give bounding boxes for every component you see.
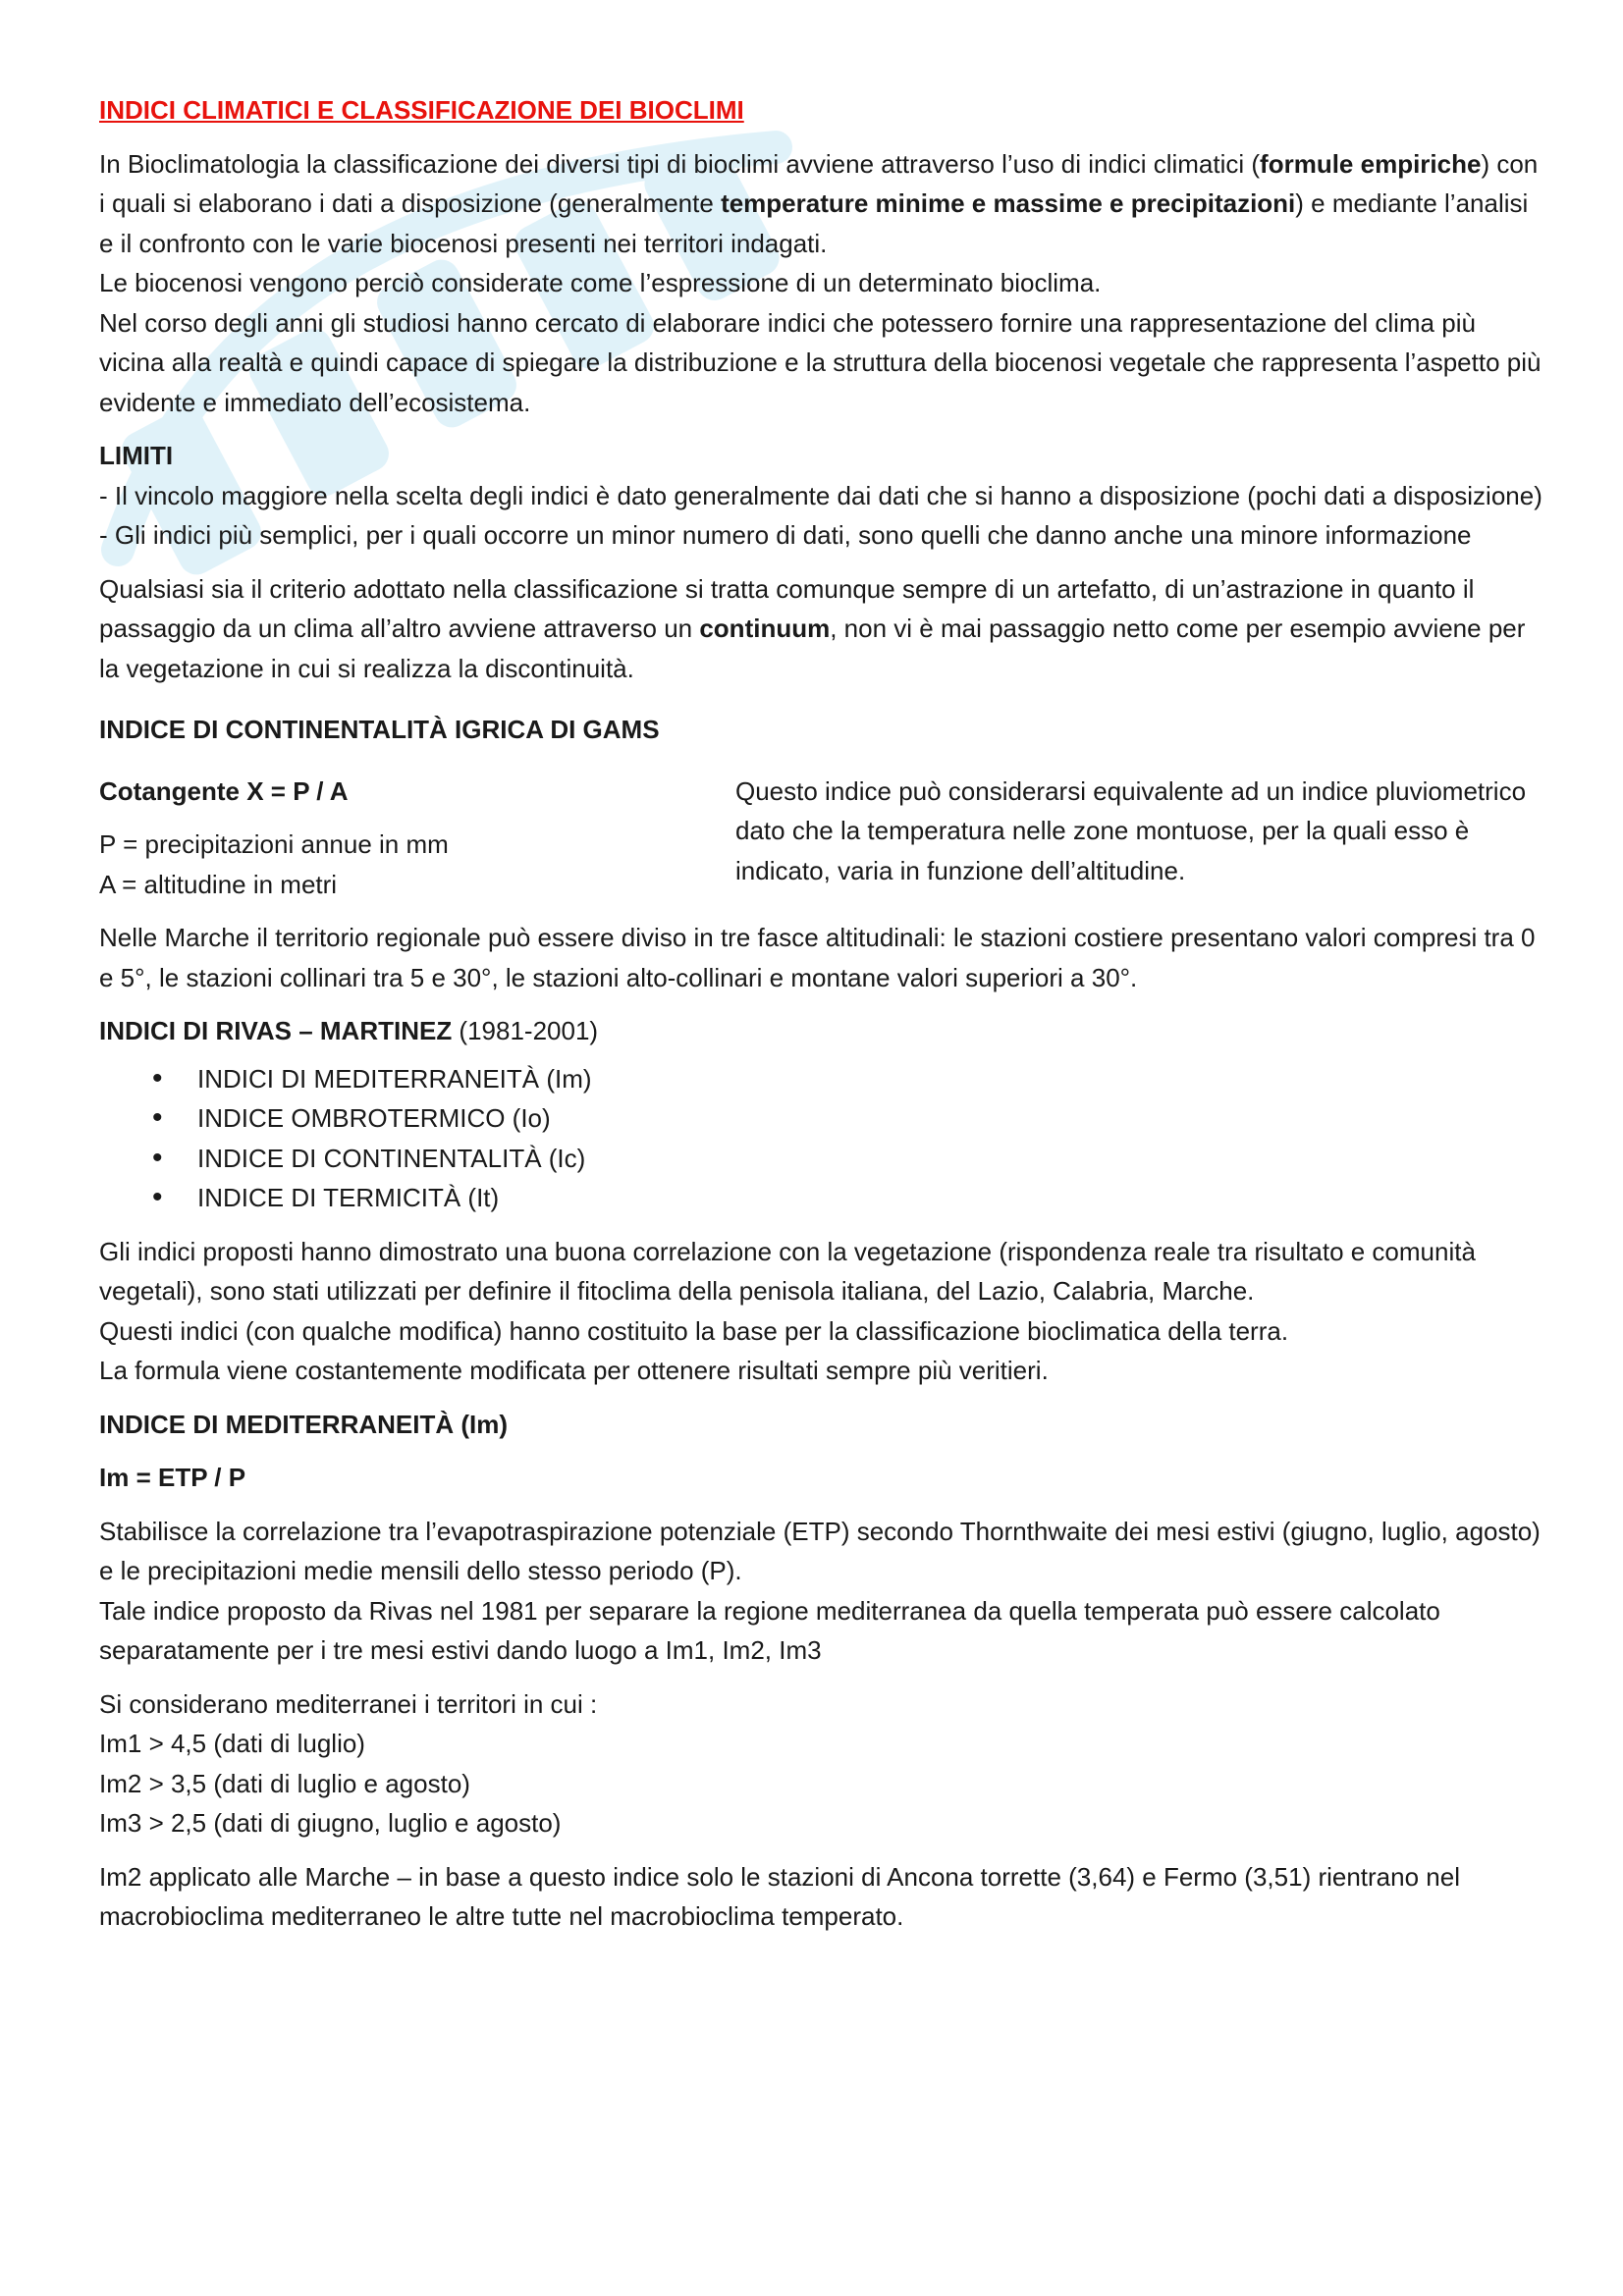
gams-note-column (735, 772, 1542, 905)
list-item: • INDICE DI TERMICITÀ (It) (99, 1178, 1542, 1218)
im-condition-2: Im2 > 3,5 (dati di luglio e agosto) (99, 1768, 470, 1798)
intro-line-2: Le biocenosi vengono perciò considerate come l’espressione di un determinato bioclima. (99, 268, 1102, 297)
gams-p-definition: P = precipitazioni annue in mm (99, 829, 449, 859)
im-formula: Im = ETP / P (99, 1463, 246, 1492)
limiti-heading: LIMITI (99, 441, 174, 470)
rivas-index-list (99, 1059, 1542, 1218)
im-condition-3: Im3 > 2,5 (dati di giugno, luglio e agosto) (99, 1808, 562, 1838)
gams-heading: INDICE DI CONTINENTALITÀ IGRICA DI GAMS (99, 715, 660, 744)
intro-line-3: Nel corso degli anni gli studiosi hanno cercato di elaborare indici che potessero fornire una rappresentazione del clima più vicina alla realtà e quindi capace di spiegare la distribuzione e la struttura della biocenosi vegetale che rappresenta l’aspetto più evidente e immediato dell’ecosistema. (99, 307, 1542, 417)
im-marche-paragraph: Im2 applicato alle Marche – in base a questo indice solo le stazioni di Ancona torrette (3,64) e Fermo (3,51) rientrano nel macrobioclima mediterraneo le altre tutte nel macrobioclima temperato. (99, 1861, 1460, 1931)
continuum-paragraph: Qualsiasi sia il criterio adottato nella classificazione si tratta comunque sempre di un artefatto, di un’astrazione in quanto il passaggio da un clima all’altro avviene attraverso un continuum, non vi è mai passaggio netto come per esempio avviene per la vegetazione in cui si realizza la discontinuità. (99, 573, 1526, 683)
im-condition-1: Im1 > 4,5 (dati di luglio) (99, 1729, 365, 1758)
rivas-paragraph-2: Questi indici (con qualche modifica) hanno costituito la base per la classificazione bioclimatica della terra. (99, 1315, 1289, 1346)
gams-note: Questo indice può considerarsi equivalente ad un indice pluviometrico dato che la temperatura nelle zone montuose, per la quali esso è indicato, varia in funzione dell’altitudine. (735, 775, 1527, 885)
rivas-paragraph-1: Gli indici proposti hanno dimostrato una buona correlazione con la vegetazione (rispondenza reale tra risultato e comunità vegetali), sono stati utilizzati per definire il fitoclima della penisola italiana, del Lazio, Calabria, Marche. (99, 1236, 1476, 1306)
im-paragraph-1: Stabilisce la correlazione tra l’evapotraspirazione potenziale (ETP) secondo Thornthwaite dei mesi estivi (giugno, luglio, agosto) e le precipitazioni medie mensili dello stesso periodo (P). (99, 1516, 1541, 1585)
limiti-item-2: - Gli indici più semplici, per i quali occorre un minor numero di dati, sono quelli che danno anche una minore informazione (99, 520, 1472, 550)
gams-formula: Cotangente X = P / A (99, 775, 349, 806)
gams-two-column (99, 772, 1542, 905)
gams-marche-paragraph: Nelle Marche il territorio regionale può essere diviso in tre fasce altitudinali: le stazioni costiere presentano valori compresi tra 0 e 5°, le stazioni collinari tra 5 e 30°, le stazioni alto-collinari e montane valori superiori a 30°. (99, 923, 1536, 992)
gams-formula-column (99, 772, 735, 905)
im-paragraph-2: Tale indice proposto da Rivas nel 1981 per separare la regione mediterranea da quella temperata può essere calcolato separatamente per i tre mesi estivi dando luogo a Im1, Im2, Im3 (99, 1595, 1440, 1665)
gams-a-definition: A = altitudine in metri (99, 869, 338, 899)
im-heading: INDICE DI MEDITERRANEITÀ (Im) (99, 1409, 508, 1439)
list-item: • INDICE DI CONTINENTALITÀ (Ic) (99, 1139, 1542, 1179)
list-item: • INDICI DI MEDITERRANEITÀ (Im) (99, 1059, 1542, 1099)
rivas-heading: INDICI DI RIVAS – MARTINEZ (1981-2001) (99, 1016, 599, 1045)
im-conditions-intro: Si considerano mediterranei i territori in cui : (99, 1688, 598, 1719)
document-title: INDICI CLIMATICI E CLASSIFICAZIONE DEI BIOCLIMI (99, 95, 744, 125)
list-item: • INDICE OMBROTERMICO (Io) (99, 1098, 1542, 1139)
limiti-item-1: - Il vincolo maggiore nella scelta degli indici è dato generalmente dai dati che si hanno a disposizione (pochi dati a disposizione) (99, 480, 1542, 510)
document-page (99, 90, 1542, 1937)
intro-paragraph: In Bioclimatologia la classificazione dei diversi tipi di bioclimi avviene attraverso l’uso di indici climatici (formule empiriche) con i quali si elaborano i dati a disposizione (generalmente temperature minime e massime e precipitazioni) e mediante l’analisi e il confronto con le varie biocenosi presenti nei territori indagati. (99, 148, 1539, 258)
rivas-paragraph-3: La formula viene costantemente modificata per ottenere risultati sempre più veritieri. (99, 1356, 1049, 1385)
